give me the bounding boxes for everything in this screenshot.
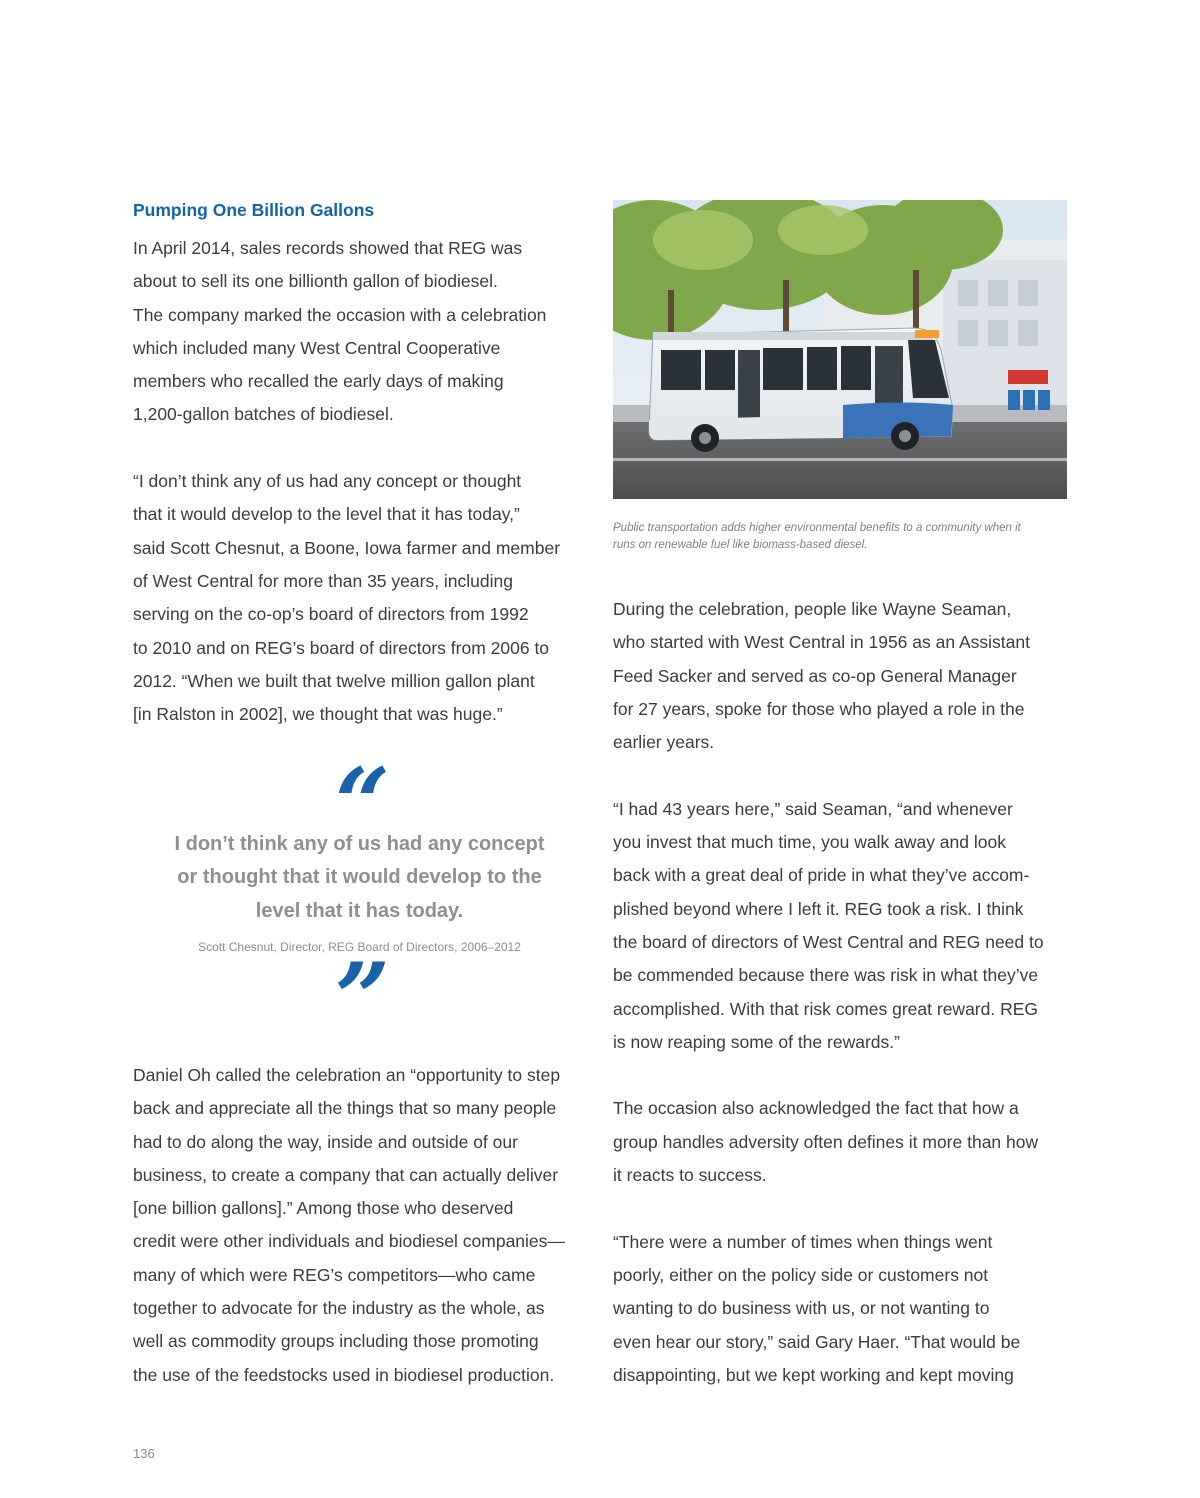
caption-line: Public transportation adds higher environmental benefits to a community when it — [613, 522, 1021, 534]
pull-quote — [133, 747, 586, 1055]
bus-photo — [613, 200, 1067, 499]
page-number: 136 — [133, 1446, 155, 1461]
body-line: well as commodity groups including those promoting — [133, 1331, 539, 1352]
body-line: In April 2014, sales records showed that REG was — [133, 238, 523, 258]
pull-quote-line: or thought that it would develop to the — [177, 866, 542, 889]
body-line: it reacts to success. — [613, 1165, 767, 1186]
body-line: about to sell its one billionth gallon of biodiesel. — [133, 271, 498, 292]
right-body-text — [613, 593, 1073, 1392]
body-line: The occasion also acknowledged the fact that how a — [613, 1098, 1019, 1119]
body-line: be commended because there was risk in what they’ve — [613, 965, 1039, 986]
body-line: 2012. “When we built that twelve million gallon plant — [133, 670, 535, 691]
body-line: which included many West Central Cooperative — [133, 337, 501, 358]
left-body-text — [133, 232, 593, 731]
body-line: plished beyond where I left it. REG took a risk. I think — [613, 898, 1024, 919]
body-line: back and appreciate all the things that so many people — [133, 1098, 557, 1119]
body-line: disappointing, but we kept working and kept moving — [613, 1364, 1014, 1385]
body-line: had to do along the way, inside and outside of our — [133, 1131, 518, 1152]
body-line: even hear our story,” said Gary Haer. “That would be — [613, 1331, 1021, 1352]
photo-caption — [613, 520, 1068, 554]
body-line: The company marked the occasion with a celebration — [133, 304, 547, 325]
left-column-bottom — [133, 1059, 593, 1392]
body-line: business, to create a company that can actually deliver — [133, 1164, 559, 1185]
body-line: members who recalled the early days of making — [133, 371, 504, 392]
body-line: “There were a number of times when things went — [613, 1231, 993, 1252]
body-line: 1,200-gallon batches of biodiesel. — [133, 404, 394, 425]
body-line: “I had 43 years here,” said Seaman, “and whenever — [613, 798, 1013, 819]
left-column-top — [133, 199, 593, 731]
pull-quote-attribution: Scott Chesnut, Director, REG Board of Directors, 2006–2012 — [198, 939, 521, 954]
body-line: poorly, either on the policy side or customers not — [613, 1264, 989, 1285]
body-line: of West Central for more than 35 years, including — [133, 570, 514, 591]
body-line: Daniel Oh called the celebration an “opportunity to step — [133, 1065, 561, 1085]
body-line: Feed Sacker and served as co-op General Manager — [613, 665, 1017, 686]
body-line: many of which were REG’s competitors—who came — [133, 1264, 536, 1285]
body-line: [one billion gallons].” Among those who deserved — [133, 1198, 514, 1219]
body-line: serving on the co-op’s board of directors from 1992 — [133, 604, 529, 625]
body-line: During the celebration, people like Wayne Seaman, — [613, 599, 1012, 619]
body-line: is now reaping some of the rewards.” — [613, 1031, 900, 1052]
bus-illustration — [613, 200, 1067, 499]
body-line: [in Ralston in 2002], we thought that was huge.” — [133, 704, 503, 725]
caption-line: runs on renewable fuel like biomass-based diesel. — [613, 539, 868, 551]
body-line: accomplished. With that risk comes great reward. REG — [613, 998, 1039, 1019]
body-line: for 27 years, spoke for those who played a role in the — [613, 698, 1025, 719]
body-line: you invest that much time, you walk away and look — [613, 832, 1006, 853]
pull-quote-line: level that it has today. — [255, 899, 464, 922]
body-line: wanting to do business with us, or not wanting to — [613, 1298, 990, 1319]
body-line: together to advocate for the industry as the whole, as — [133, 1298, 545, 1319]
section-heading: Pumping One Billion Gallons — [133, 200, 375, 220]
right-column — [613, 593, 1073, 1392]
body-line: who started with West Central in 1956 as an Assistant — [613, 632, 1030, 653]
body-line: the board of directors of West Central and REG need to — [613, 931, 1044, 952]
paragraph-gap — [133, 432, 593, 465]
body-line: credit were other individuals and biodiesel companies— — [133, 1231, 565, 1252]
body-line: said Scott Chesnut, a Boone, Iowa farmer and member — [133, 537, 561, 558]
close-quote-mark: ” — [334, 941, 377, 1055]
body-line: that it would develop to the level that it has today,” — [133, 504, 520, 525]
left-body-text-bottom — [133, 1059, 593, 1392]
paragraph-gap — [613, 1059, 1073, 1092]
open-quote-mark: “ — [334, 747, 377, 860]
body-line: back with a great deal of pride in what they’ve accom- — [613, 865, 1030, 886]
paragraph-gap — [613, 1192, 1073, 1225]
pull-quote-line: I don’t think any of us had any concept — [174, 833, 545, 855]
body-line: earlier years. — [613, 732, 715, 753]
body-line: “I don’t think any of us had any concept or thought — [133, 471, 522, 492]
body-line: the use of the feedstocks used in biodiesel production. — [133, 1364, 555, 1385]
body-line: to 2010 and on REG’s board of directors from 2006 to — [133, 637, 550, 658]
body-line: group handles adversity often defines it more than how — [613, 1131, 1039, 1152]
paragraph-gap — [613, 759, 1073, 792]
